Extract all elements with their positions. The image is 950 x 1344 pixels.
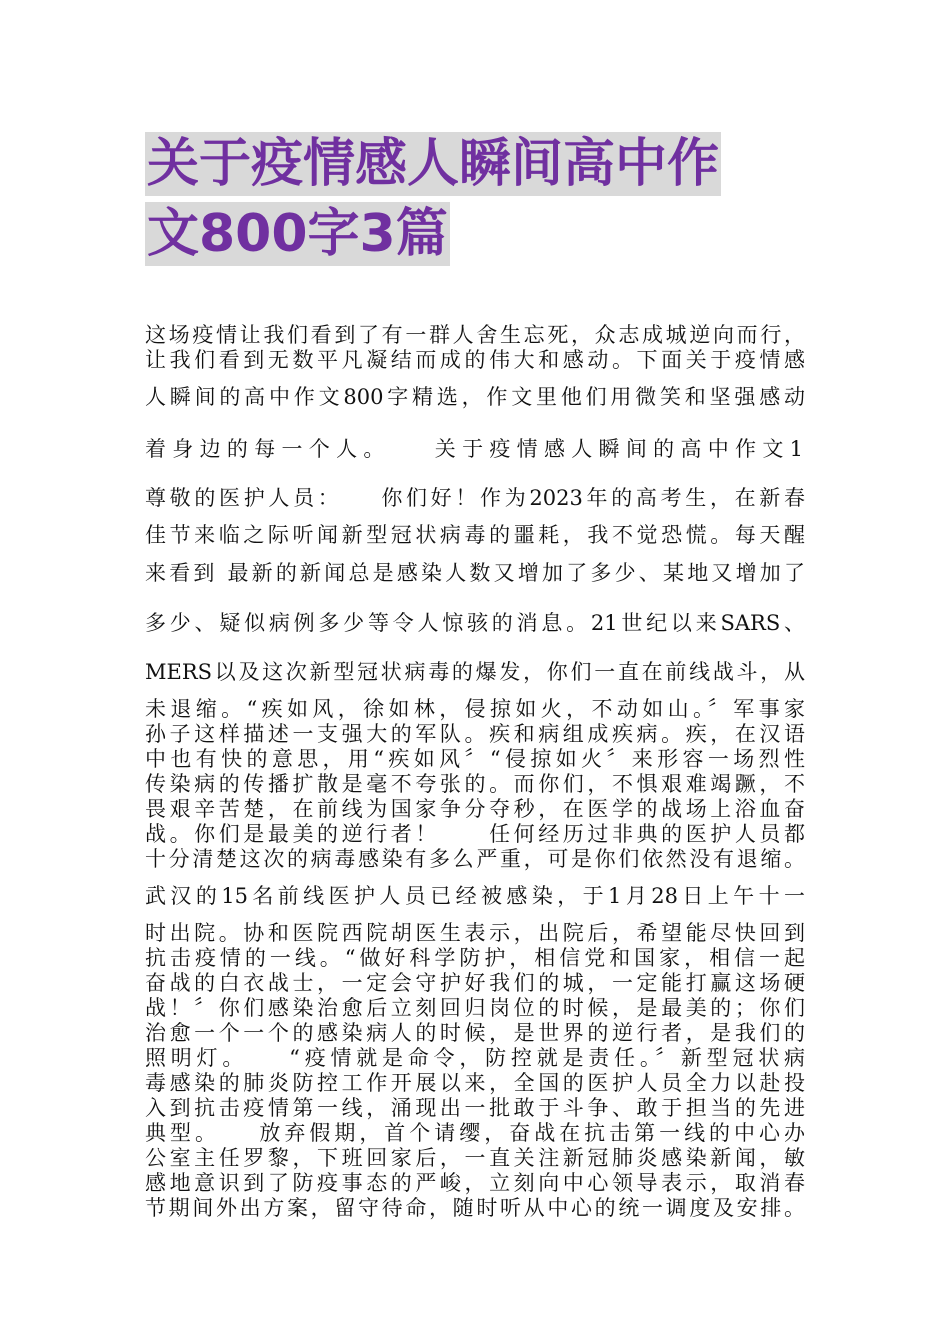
body-line: 战。你们是最美的逆行者！ 任何经历过非典的医护人员都 xyxy=(145,822,805,846)
document-title-line-2: 文800字3篇 xyxy=(147,204,448,264)
body-line: 治愈一个一个的感染病人的时候，是世界的逆行者，是我们的 xyxy=(145,1021,805,1045)
body-line: 照明灯。 “疫情就是命令，防控就是责任。〞新型冠状病 xyxy=(145,1046,805,1070)
body-line: 感地意识到了防疫事态的严峻，立刻向中心领导表示，取消春 xyxy=(145,1171,805,1195)
body-line: 多少、疑似病例多少等令人惊骇的消息。21世纪以来SARS、 xyxy=(145,611,805,635)
body-line: 来看到 最新的新闻总是感染人数又增加了多少、某地又增加了 xyxy=(145,561,805,585)
body-line: 抗击疫情的一线。“做好科学防护，相信党和国家，相信一起 xyxy=(145,946,805,970)
body-line: MERS以及这次新型冠状病毒的爆发，你们一直在前线战斗，从 xyxy=(145,660,805,684)
body-line: 尊敬的医护人员： 你们好！作为2023年的高考生，在新春 xyxy=(145,486,805,510)
document-title-line-1: 关于疫情感人瞬间高中作 xyxy=(147,134,720,194)
body-line: 毒感染的肺炎防控工作开展以来，全国的医护人员全力以赴投 xyxy=(145,1071,805,1095)
body-line: 入到抗击疫情第一线，涌现出一批敢于斗争、敢于担当的先进 xyxy=(145,1096,805,1120)
body-line: 传染病的传播扩散是毫不夸张的。而你们，不惧艰难竭蹶，不 xyxy=(145,772,805,796)
body-line: 公室主任罗黎，下班回家后，一直关注新冠肺炎感染新闻，敏 xyxy=(145,1146,805,1170)
body-line: 着身边的每一个人。 关于疫情感人瞬间的高中作文1 xyxy=(145,437,805,461)
body-line: 这场疫情让我们看到了有一群人舍生忘死，众志成城逆向而行， xyxy=(145,323,805,347)
body-line: 畏艰辛苦楚，在前线为国家争分夺秒，在医学的战场上浴血奋 xyxy=(145,797,805,821)
body-line: 未退缩。“疾如风，徐如林，侵掠如火，不动如山。〞军事家 xyxy=(145,697,805,721)
body-line: 十分清楚这次的病毒感染有多么严重，可是你们依然没有退缩。 xyxy=(145,847,805,871)
body-line: 时出院。协和医院西院胡医生表示，出院后，希望能尽快回到 xyxy=(145,921,805,945)
body-line: 典型。 放弃假期，首个请缨，奋战在抗击第一线的中心办 xyxy=(145,1121,805,1145)
body-line: 奋战的白衣战士，一定会守护好我们的城，一定能打赢这场硬 xyxy=(145,971,805,995)
body-line: 孙子这样描述一支强大的军队。疾和病组成疾病。疾，在汉语 xyxy=(145,722,805,746)
body-line: 中也有快的意思，用“疾如风〞“侵掠如火〞来形容一场烈性 xyxy=(145,747,805,771)
body-line: 战！〞你们感染治愈后立刻回归岗位的时候，是最美的；你们 xyxy=(145,996,805,1020)
body-line: 让我们看到无数平凡凝结而成的伟大和感动。下面关于疫情感 xyxy=(145,348,805,372)
body-line: 节期间外出方案，留守待命，随时听从中心的统一调度及安排。 xyxy=(145,1196,805,1220)
body-line: 人瞬间的高中作文800字精选，作文里他们用微笑和坚强感动 xyxy=(145,385,805,409)
body-line: 武汉的15名前线医护人员已经被感染，于1月28日上午十一 xyxy=(145,884,805,908)
body-line: 佳节来临之际听闻新型冠状病毒的噩耗，我不觉恐慌。每天醒 xyxy=(145,523,805,547)
